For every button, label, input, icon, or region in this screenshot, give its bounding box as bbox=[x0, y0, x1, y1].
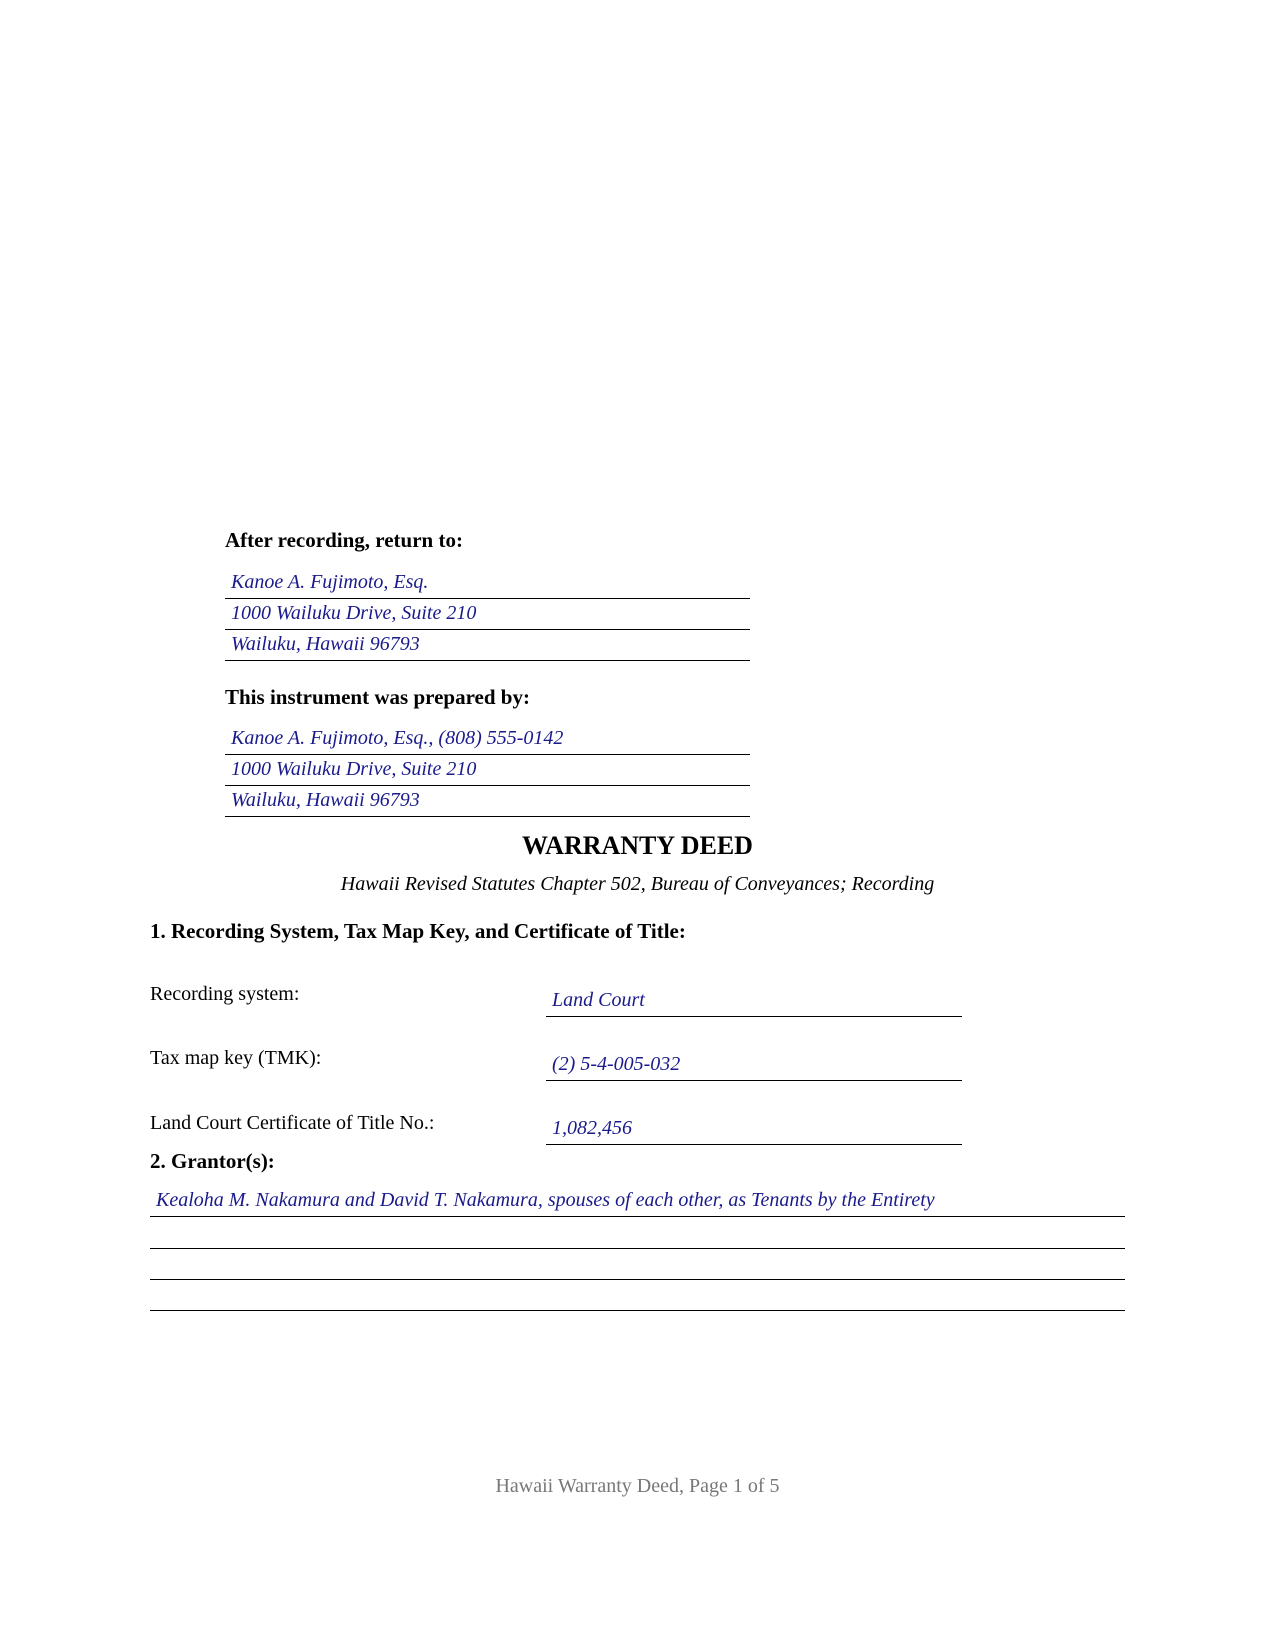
grantor-field[interactable]: Kealoha M. Nakamura and David T. Nakamura, spouses of each other, as Tenants by the Entirety bbox=[150, 1185, 1125, 1217]
certificate-label: Land Court Certificate of Title No.: bbox=[150, 1112, 435, 1134]
grantor-blank-line-1[interactable] bbox=[150, 1248, 1125, 1249]
grantor-blank-line-3[interactable] bbox=[150, 1310, 1125, 1311]
document-subtitle: Hawaii Revised Statutes Chapter 502, Bureau of Conveyances; Recording bbox=[340, 873, 935, 895]
recording-system-field[interactable]: Land Court bbox=[546, 985, 962, 1017]
certificate-field[interactable]: 1,082,456 bbox=[546, 1113, 962, 1145]
tmk-field[interactable]: (2) 5-4-005-032 bbox=[546, 1049, 962, 1081]
tmk-label: Tax map key (TMK): bbox=[150, 1047, 322, 1069]
grantor-blank-line-2[interactable] bbox=[150, 1279, 1125, 1280]
return-to-line-2[interactable]: 1000 Wailuku Drive, Suite 210 bbox=[225, 598, 750, 630]
page-footer: Hawaii Warranty Deed, Page 1 of 5 bbox=[495, 1475, 780, 1497]
prepared-by-heading: This instrument was prepared by: bbox=[225, 685, 530, 709]
prepared-by-line-3[interactable]: Wailuku, Hawaii 96793 bbox=[225, 785, 750, 817]
document-title: WARRANTY DEED bbox=[522, 831, 753, 860]
recording-system-label: Recording system: bbox=[150, 983, 300, 1005]
return-to-heading: After recording, return to: bbox=[225, 528, 463, 552]
prepared-by-line-2[interactable]: 1000 Wailuku Drive, Suite 210 bbox=[225, 754, 750, 786]
section-2-heading: 2. Grantor(s): bbox=[150, 1149, 275, 1173]
return-to-line-1[interactable]: Kanoe A. Fujimoto, Esq. bbox=[225, 567, 750, 599]
section-1-heading: 1. Recording System, Tax Map Key, and Certificate of Title: bbox=[150, 919, 686, 943]
return-to-line-3[interactable]: Wailuku, Hawaii 96793 bbox=[225, 629, 750, 661]
prepared-by-line-1[interactable]: Kanoe A. Fujimoto, Esq., (808) 555-0142 bbox=[225, 723, 750, 755]
